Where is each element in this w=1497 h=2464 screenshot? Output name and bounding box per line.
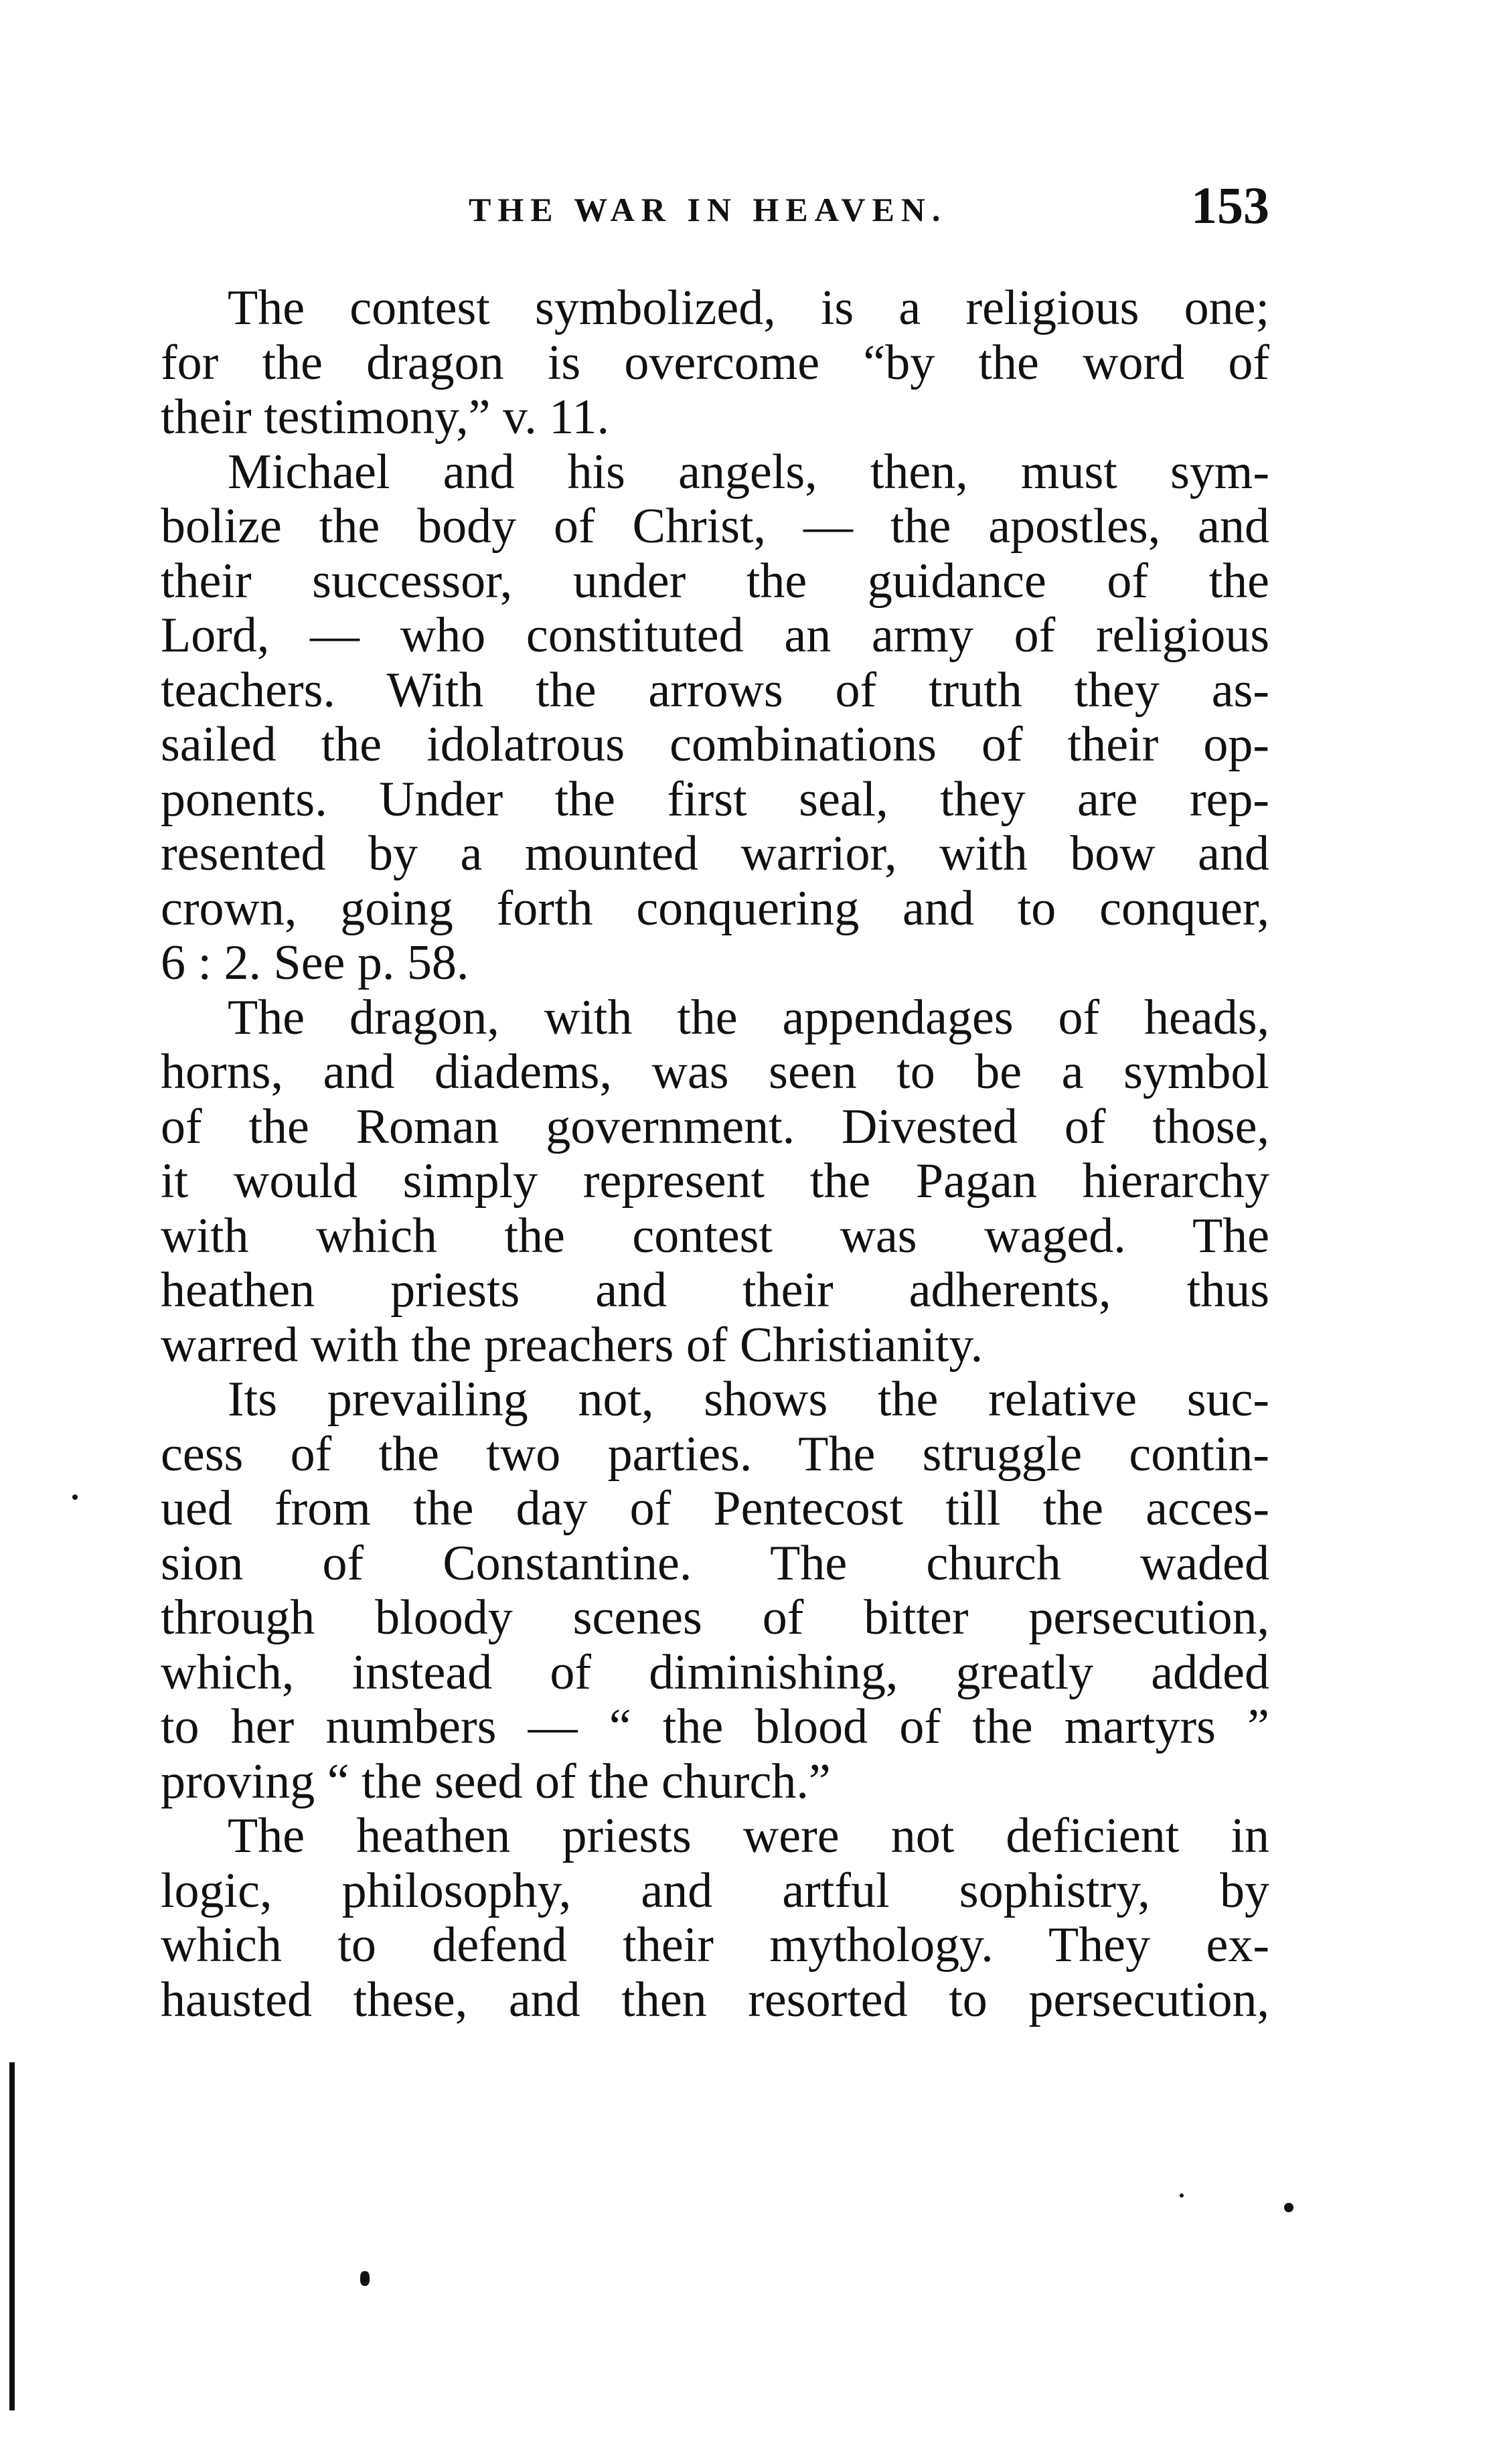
text-line: Lord, — who constituted an army of religious — [161, 608, 1269, 663]
page-header — [161, 175, 1269, 236]
text-line: Michael and his angels, then, must sym- — [228, 444, 1269, 499]
text-line: crown, going forth conquering and to conquer, — [161, 880, 1269, 936]
scan-margin-rule — [9, 2062, 15, 2410]
text-line: logic, philosophy, and artful sophistry, by — [161, 1863, 1269, 1918]
paragraph — [161, 445, 1269, 991]
text-line: warred with the preachers of Christianity. — [161, 1317, 983, 1373]
text-line: resented by a mounted warrior, with bow and — [161, 826, 1269, 881]
text-line: their testimony,” v. 11. — [161, 390, 609, 445]
scan-speck — [72, 1494, 78, 1500]
text-line: The heathen priests were not deficient in — [228, 1808, 1269, 1863]
scan-speck — [1180, 2193, 1184, 2198]
text-line: which, instead of diminishing, greatly added — [161, 1644, 1269, 1700]
paragraph — [161, 991, 1269, 1373]
paragraph — [161, 1373, 1269, 1809]
page-number: 153 — [1191, 176, 1269, 234]
text-line: bolize the body of Christ, — the apostles, and — [161, 499, 1269, 554]
text-line: through bloody scenes of bitter persecution, — [161, 1590, 1269, 1645]
text-line: teachers. With the arrows of truth they as- — [161, 662, 1269, 718]
text-line: sailed the idolatrous combinations of their op- — [161, 717, 1269, 772]
text-line: it would simply represent the Pagan hierarchy — [161, 1154, 1269, 1209]
text-line: The dragon, with the appendages of heads, — [228, 990, 1269, 1045]
text-line: ponents. Under the first seal, they are rep- — [161, 771, 1269, 827]
text-line: hausted these, and then resorted to persecution, — [161, 1972, 1269, 2027]
text-line: cess of the two parties. The struggle contin- — [161, 1426, 1269, 1482]
text-line: which to defend their mythology. They ex- — [161, 1918, 1269, 1973]
text-line: of the Roman government. Divested of those, — [161, 1099, 1269, 1154]
scan-speck — [360, 2271, 370, 2286]
running-head: THE WAR IN HEAVEN. — [469, 191, 947, 228]
body-text — [161, 281, 1269, 2027]
text-line: The contest symbolized, is a religious one; — [228, 281, 1269, 335]
paragraph — [161, 1809, 1269, 2027]
text-line: ued from the day of Pentecost till the acces- — [161, 1481, 1269, 1536]
scan-speck — [1284, 2203, 1293, 2212]
text-line: Its prevailing not, shows the relative suc- — [228, 1372, 1269, 1427]
text-line: with which the contest was waged. The — [161, 1208, 1269, 1263]
text-line: 6 : 2. See p. 58. — [161, 935, 469, 990]
text-line: to her numbers — “ the blood of the martyrs ” — [161, 1699, 1269, 1754]
paragraph — [161, 281, 1269, 445]
text-line: heathen priests and their adherents, thus — [161, 1263, 1269, 1318]
text-line: proving “ the seed of the church.” — [161, 1754, 831, 1809]
text-line: for the dragon is overcome “by the word of — [161, 335, 1269, 390]
text-line: sion of Constantine. The church waded — [161, 1535, 1269, 1591]
text-line: horns, and diadems, was seen to be a symbol — [161, 1045, 1269, 1099]
text-line: their successor, under the guidance of the — [161, 553, 1269, 609]
